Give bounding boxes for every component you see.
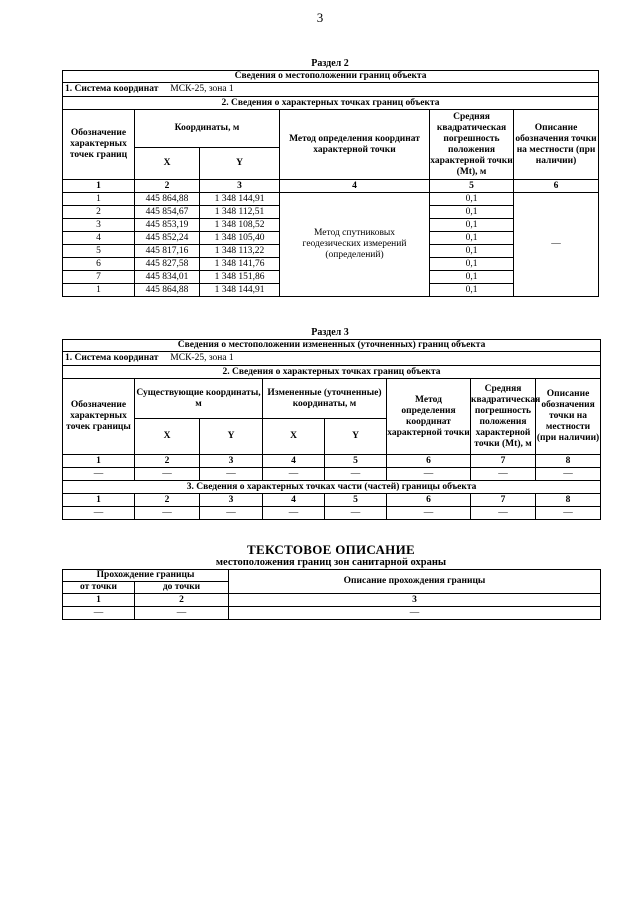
error-value: 0,1	[430, 284, 514, 297]
section3-part-numbers	[63, 494, 601, 507]
error-value: 0,1	[430, 271, 514, 284]
point-number: 3	[63, 219, 135, 232]
section2-col-numbers	[63, 180, 599, 193]
coord-y: 1 348 113,22	[200, 245, 280, 258]
section3-system-row	[63, 352, 601, 366]
col-number: 5	[325, 455, 387, 468]
error-value: 0,1	[430, 258, 514, 271]
section3-col-existing: Существующие координаты, м	[135, 379, 263, 419]
text-description-title: ТЕКСТОВОЕ ОПИСАНИЕ	[247, 542, 415, 557]
col-number: 1	[63, 455, 135, 468]
dash-cell: —	[200, 507, 263, 520]
section3-system-value: МСК-25, зона 1	[170, 353, 234, 363]
section2-system-row	[63, 83, 599, 97]
col-number: 6	[514, 180, 599, 193]
col-number: 3	[200, 455, 263, 468]
table-row	[63, 193, 599, 206]
table-row	[63, 507, 601, 520]
point-number: 7	[63, 271, 135, 284]
section3-system-label: 1. Система координат	[65, 353, 159, 363]
coord-x: 445 864,88	[135, 284, 200, 297]
text-description-subtitle: местоположения границ зон санитарной охраны	[215, 557, 447, 568]
point-number: 1	[63, 284, 135, 297]
coord-y: 1 348 112,51	[200, 206, 280, 219]
col-number: 7	[471, 455, 536, 468]
col-number: 1	[63, 494, 135, 507]
section3-col-changed: Измененные (уточненные) координаты, м	[263, 379, 387, 419]
dash-cell: —	[63, 507, 135, 520]
section2-col-designation: Обозначение характерных точек границ	[63, 110, 135, 180]
dash-cell: —	[471, 507, 536, 520]
section2-header: Сведения о местоположении границ объекта	[63, 71, 599, 83]
section2-subheader: 2. Сведения о характерных точках границ объекта	[63, 97, 599, 110]
coord-y: 1 348 144,91	[200, 193, 280, 206]
col-number: 4	[280, 180, 430, 193]
text-description-table	[62, 569, 601, 620]
col-number: 7	[471, 494, 536, 507]
section2-col-coords: Координаты, м	[135, 110, 280, 148]
error-value: 0,1	[430, 232, 514, 245]
col-number: 4	[263, 494, 325, 507]
section3-col-description: Описание обозначения точки на местности (при наличии)	[536, 379, 601, 455]
col-passage: Прохождение границы	[63, 570, 229, 582]
method-value: Метод спутниковых геодезических измерений (определений)	[280, 193, 430, 297]
coord-x: 445 817,16	[135, 245, 200, 258]
dash-cell: —	[135, 507, 200, 520]
dash-cell: —	[536, 507, 601, 520]
section2-col-description: Описание обозначения точки на местности (при наличии)	[514, 110, 599, 180]
table-row	[63, 468, 601, 481]
col-number: 4	[263, 455, 325, 468]
coord-x: 445 864,88	[135, 193, 200, 206]
col-number: 2	[135, 455, 200, 468]
coord-y: 1 348 144,91	[200, 284, 280, 297]
section3-col-x: X	[135, 419, 200, 455]
section3-col-designation: Обозначение характерных точек границы	[63, 379, 135, 455]
dash-cell: —	[200, 468, 263, 481]
col-number: 5	[325, 494, 387, 507]
dash-cell: —	[135, 607, 229, 620]
section3-col-error: Средняя квадратическая погрешность положения характерной точки (Mt), м	[471, 379, 536, 455]
dash-cell: —	[325, 468, 387, 481]
text-description-col-numbers	[63, 594, 601, 607]
error-value: 0,1	[430, 206, 514, 219]
error-value: 0,1	[430, 193, 514, 206]
col-number: 2	[135, 494, 200, 507]
col-from: от точки	[63, 582, 135, 594]
error-value: 0,1	[430, 245, 514, 258]
col-number: 6	[387, 494, 471, 507]
dash-cell: —	[536, 468, 601, 481]
section2-col-error: Средняя квадратическая погрешность положения характерной точки (Mt), м	[430, 110, 514, 180]
point-number: 4	[63, 232, 135, 245]
description-value: —	[514, 193, 599, 297]
dash-cell: —	[387, 507, 471, 520]
col-to: до точки	[135, 582, 229, 594]
dash-cell: —	[229, 607, 601, 620]
coord-x: 445 834,01	[135, 271, 200, 284]
col-number: 8	[536, 494, 601, 507]
dash-cell: —	[135, 468, 200, 481]
section3-col-x: X	[263, 419, 325, 455]
section3-subheader: 2. Сведения о характерных точках границ объекта	[63, 366, 601, 379]
dash-cell: —	[387, 468, 471, 481]
point-number: 5	[63, 245, 135, 258]
section3-col-numbers	[63, 455, 601, 468]
col-number: 6	[387, 455, 471, 468]
col-number: 2	[135, 180, 200, 193]
col-number: 2	[135, 594, 229, 607]
coord-x: 445 827,58	[135, 258, 200, 271]
section3-col-y: Y	[325, 419, 387, 455]
col-number: 3	[229, 594, 601, 607]
section2-system-value: МСК-25, зона 1	[170, 84, 234, 94]
coord-y: 1 348 105,40	[200, 232, 280, 245]
dash-cell: —	[471, 468, 536, 481]
col-number: 3	[200, 180, 280, 193]
col-number: 1	[63, 180, 135, 193]
page-number: 3	[316, 10, 324, 25]
table-row	[63, 607, 601, 620]
point-number: 2	[63, 206, 135, 219]
dash-cell: —	[263, 507, 325, 520]
section2-col-x: X	[135, 148, 200, 180]
col-desc: Описание прохождения границы	[229, 570, 601, 594]
section2-col-method: Метод определения координат характерной точки	[280, 110, 430, 180]
section3-part-header: 3. Сведения о характерных точках части (частей) границы объекта	[63, 481, 601, 494]
dash-cell: —	[325, 507, 387, 520]
section3-col-y: Y	[200, 419, 263, 455]
col-number: 1	[63, 594, 135, 607]
col-number: 5	[430, 180, 514, 193]
section2-title: Раздел 2	[311, 58, 349, 69]
dash-cell: —	[263, 468, 325, 481]
section2-system-label: 1. Система координат	[65, 84, 159, 94]
coord-x: 445 853,19	[135, 219, 200, 232]
coord-x: 445 854,67	[135, 206, 200, 219]
point-number: 1	[63, 193, 135, 206]
coord-y: 1 348 108,52	[200, 219, 280, 232]
section2-table	[62, 70, 599, 297]
section3-header: Сведения о местоположении измененных (уточненных) границ объекта	[63, 340, 601, 352]
section3-table	[62, 339, 601, 520]
dash-cell: —	[63, 468, 135, 481]
coord-x: 445 852,24	[135, 232, 200, 245]
coord-y: 1 348 141,76	[200, 258, 280, 271]
section2-col-y: Y	[200, 148, 280, 180]
point-number: 6	[63, 258, 135, 271]
coord-y: 1 348 151,86	[200, 271, 280, 284]
error-value: 0,1	[430, 219, 514, 232]
section3-col-method: Метод определения координат характерной точки	[387, 379, 471, 455]
section3-title: Раздел 3	[311, 327, 349, 338]
col-number: 3	[200, 494, 263, 507]
col-number: 8	[536, 455, 601, 468]
dash-cell: —	[63, 607, 135, 620]
